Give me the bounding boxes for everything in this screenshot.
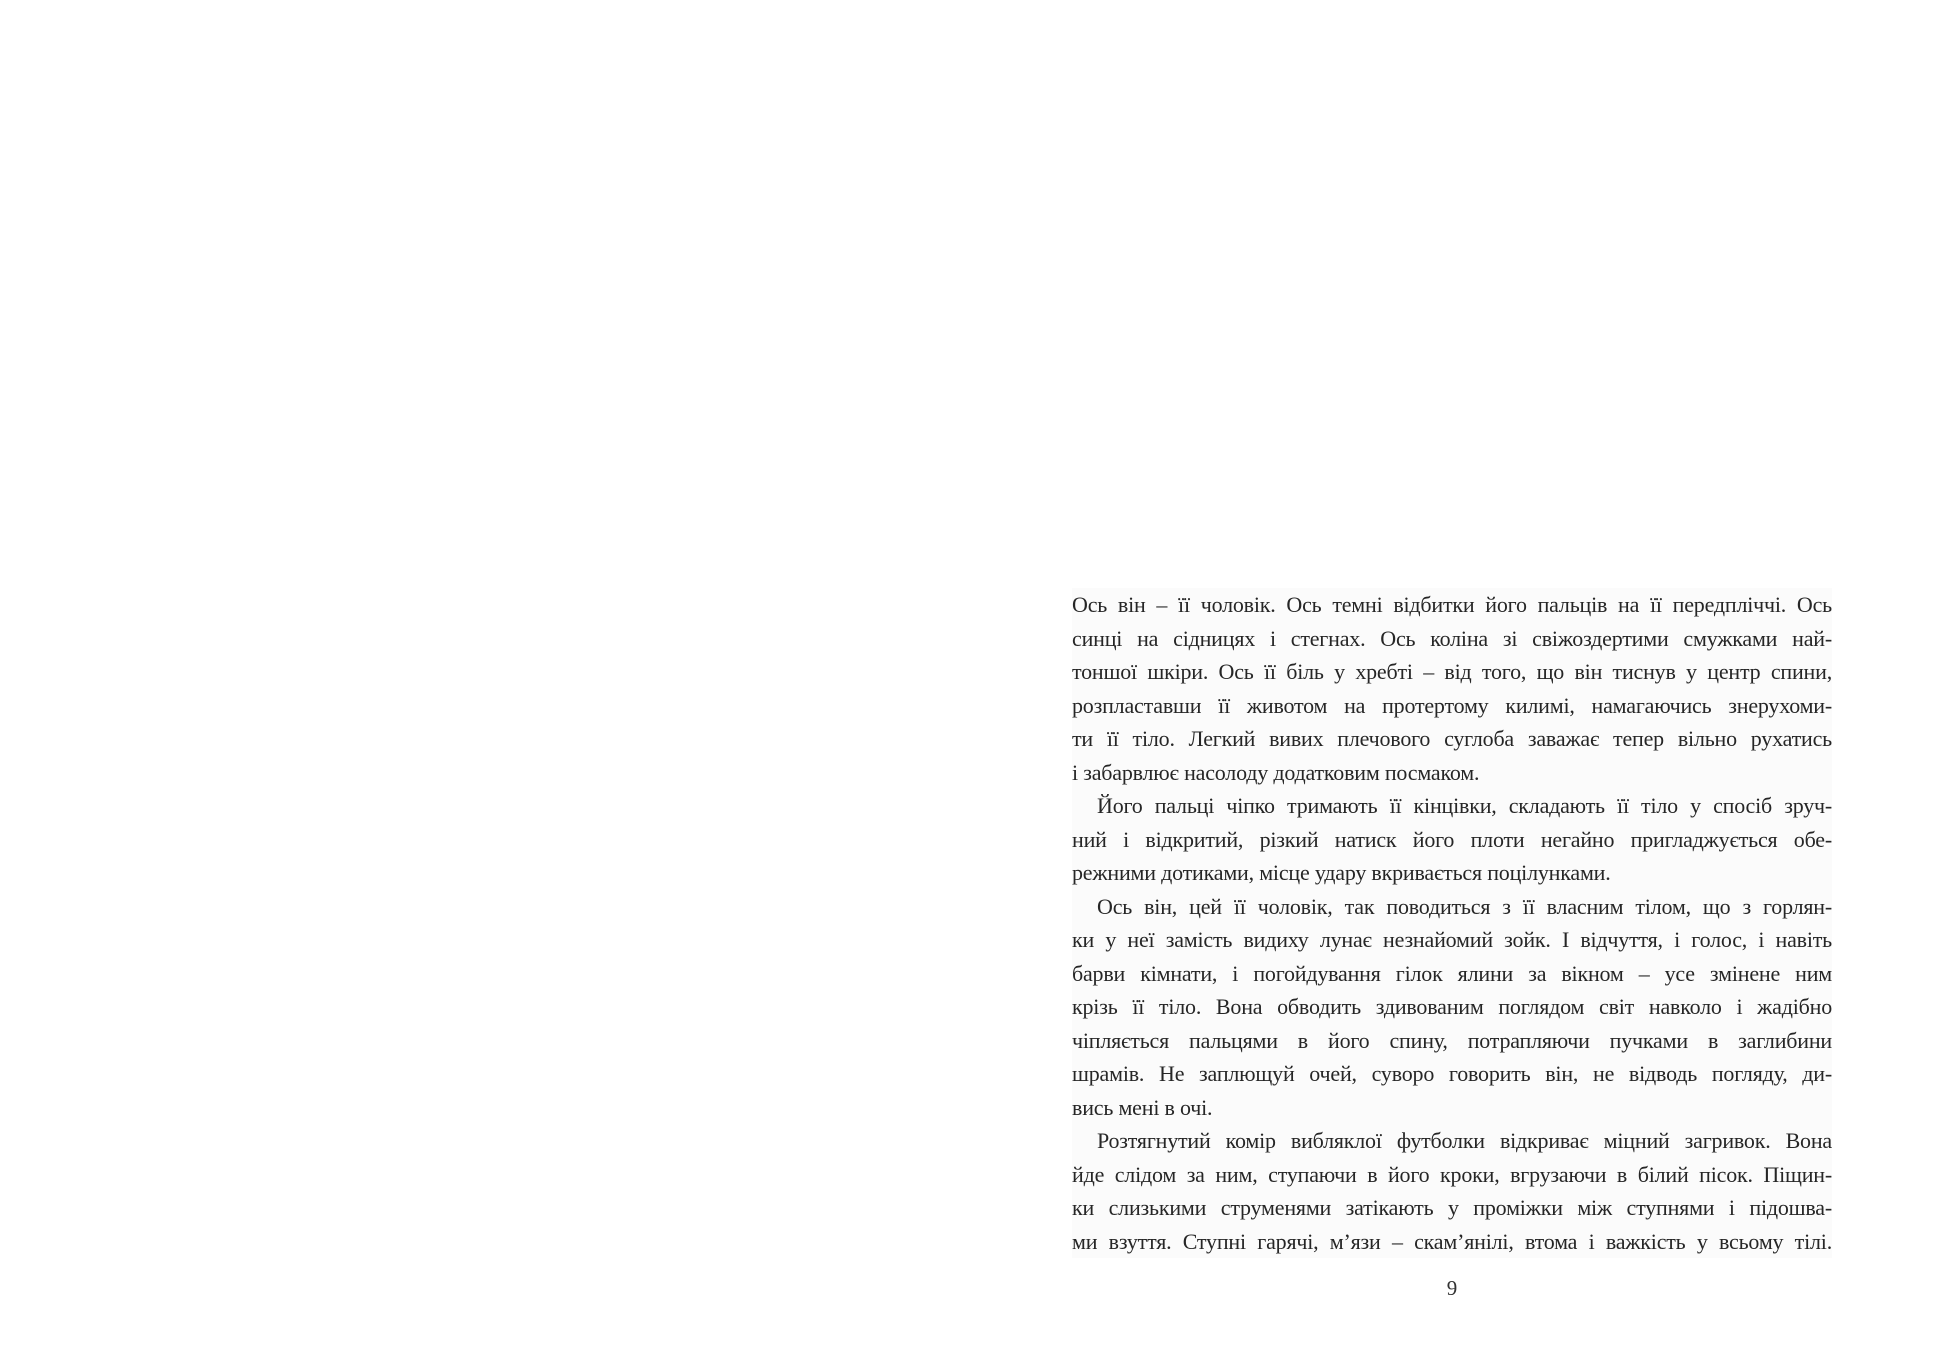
- page-number: 9: [1446, 1276, 1458, 1300]
- text-line: ми взуття. Ступні гарячі, м’язи – скам’янілі, втома і важкість у всьому тілі.: [1072, 1228, 1832, 1254]
- text-line: ки у неї замість видиху лунає незнайомий зойк. І відчуття, і голос, і навіть: [1072, 927, 1832, 952]
- paragraph: [1072, 789, 1832, 890]
- text-line: Його пальці чіпко тримають її кінцівки, складають її тіло у спосіб зруч-: [1097, 793, 1832, 818]
- text-line: режними дотиками, місце удару вкривається поцілунками.: [1072, 860, 1611, 885]
- text-line: синці на сідницях і стегнах. Ось коліна зі свіжоздертими смужками най-: [1072, 625, 1832, 651]
- paragraph: [1072, 588, 1832, 789]
- text-line: і забарвлює насолоду додатковим посмаком.: [1072, 759, 1480, 785]
- text-line: розпластавши її животом на протертому килимі, намагаючись знерухоми-: [1072, 692, 1832, 718]
- text-line: вись мені в очі.: [1072, 1094, 1213, 1120]
- text-line: Ось він, цей її чоловік, так поводиться з її власним тілом, що з горлян-: [1097, 893, 1832, 919]
- text-line: барви кімнати, і погойдування гілок ялини за вікном – усе змінене ним: [1072, 960, 1832, 986]
- text-line: ти її тіло. Легкий вивих плечового суглоба заважає тепер вільно рухатись: [1072, 726, 1832, 751]
- text-line: шрамів. Не заплющуй очей, суворо говорить він, не відводь погляду, ди-: [1072, 1061, 1832, 1086]
- text-line: тоншої шкіри. Ось її біль у хребті – від того, що він тиснув у центр спини,: [1072, 659, 1832, 684]
- text-line: Розтягнутий комір вибляклої футболки відкриває міцний загривок. Вона: [1097, 1128, 1832, 1153]
- text-column: [1072, 588, 1832, 1258]
- text-line: йде слідом за ним, ступаючи в його кроки, вгрузаючи в білий пісок. Піщин-: [1072, 1161, 1832, 1187]
- text-line: крізь її тіло. Вона обводить здивованим поглядом світ навколо і жадібно: [1072, 994, 1832, 1019]
- paragraph: [1072, 890, 1832, 1125]
- text-line: чіпляється пальцями в його спину, потрапляючи пучками в заглибини: [1072, 1027, 1832, 1053]
- text-line: ки слизькими струменями затікають у проміжки між ступнями і підошва-: [1072, 1195, 1832, 1220]
- text-line: Ось він – її чоловік. Ось темні відбитки його пальців на її передпліччі. Ось: [1072, 592, 1832, 617]
- text-line: ний і відкритий, різкий натиск його плоти негайно пригладжується обе-: [1072, 826, 1832, 852]
- paragraph: [1072, 1124, 1832, 1258]
